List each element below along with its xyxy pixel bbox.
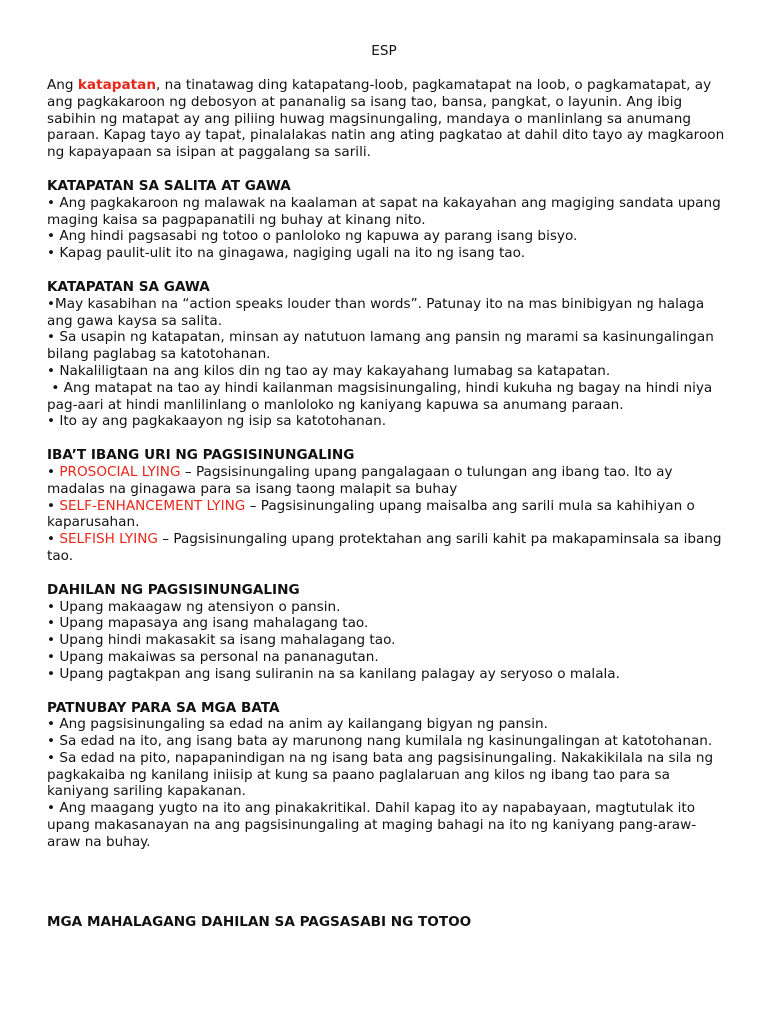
lying-description: – Pagsisinungaling upang pangalagaan o tulungan ang ibang tao. Ito ay madalas na ginagawa para sa isang taong malapit sa buhay [47, 463, 673, 497]
lying-term: PROSOCIAL LYING [59, 463, 181, 480]
intro-paragraph [47, 77, 727, 161]
section-uri-ng-pagsisinungaling [47, 447, 727, 565]
list-item: • Ang maagang yugto na ito ang pinakakritikal. Dahil kapag ito ay napabayaan, magtutulak ito upang makasanayan na ang pagsisinungaling at maging bahagi na ito ng kaniyang pang-araw-araw na buhay. [47, 800, 697, 850]
list-item: • Ang matapat na tao ay hindi kailanman magsisinungaling, hindi kukuha ng bagay na hindi niya pag-aari at hindi manlilinlang o manloloko ng kaniyang kapuwa sa anumang paraan. [47, 379, 717, 413]
lying-description: – Pagsisinungaling upang protektahan ang sarili kahit pa makapaminsala sa ibang tao. [47, 531, 722, 564]
bullet: • [47, 497, 60, 514]
section-heading: KATAPATAN SA GAWA [47, 278, 210, 295]
list-item [47, 464, 727, 498]
section-patnubay [47, 700, 727, 851]
list-item [47, 498, 727, 532]
section-heading: IBA’T IBANG URI NG PAGSISINUNGALING [47, 447, 355, 464]
bullet: • [47, 531, 60, 548]
list-item: • Sa edad na ito, ang isang bata ay marunong nang kumilala ng kasinungalingan at katotohanan. [47, 733, 713, 750]
list-item: • Upang hindi makasakit sa isang mahalagang tao. [47, 632, 396, 649]
section-gawa [47, 279, 727, 430]
intro-rest: , na tinatawag ding katapatang-loob, pagkamatapat na loob, o pagkamatapat, ay ang pagkakaroon ng debosyon at pananalig sa isang tao, bansa, pangkat, o layunin. Ang ibig sabihin ng matapat ay ang piliing huwag magsinungaling, mandaya o manlinlang sa anumang paraan. Kapag tayo ay tapat, pinalalakas natin ang ating pagkatao at dahil dito tayo ay magkaroon ng kapayapaan sa isipan at paggalang sa sarili. [47, 77, 725, 161]
section-heading: DAHILAN NG PAGSISINUNGALING [47, 581, 300, 598]
page-title: ESP [371, 43, 397, 59]
document-body [47, 77, 727, 851]
list-item: • Ang pagkakaroon ng malawak na kaalaman at sapat na kakayahan ang magiging sandata upang maging kaisa sa pagpapanatili ng buhay at kinang nito. [47, 194, 721, 228]
list-item: • Nakaliligtaan na ang kilos din ng tao ay may kakayahang lumabag sa katapatan. [47, 362, 611, 379]
list-item: • Ang hindi pagsasabi ng totoo o panloloko ng kapuwa ay parang isang bisyo. [47, 228, 578, 245]
intro-keyword: katapatan [77, 77, 157, 93]
list-item: • Kapag paulit-ulit ito na ginagawa, nagiging ugali na ito ng isang tao. [47, 245, 526, 262]
list-item: • Ang pagsisinungaling sa edad na anim ay kailangang bigyan ng pansin. [47, 716, 548, 733]
section-heading: PATNUBAY PARA SA MGA BATA [47, 699, 280, 716]
list-item: • Upang makaiwas sa personal na pananagutan. [47, 648, 379, 665]
list-item: • Upang pagtakpan ang isang suliranin na sa kanilang palagay ay seryoso o malala. [47, 665, 620, 682]
list-item: • Upang mapasaya ang isang mahalagang tao. [47, 615, 369, 632]
lying-term: SELFISH LYING [59, 531, 158, 548]
list-item: • Sa edad na pito, napapanindigan na ng isang bata ang pagsisinungaling. Nakakikilala na sila ng pagkakaiba ng kanilang iniisip at kung sa paano paglalaruan ang kilos ng ibang tao para sa kaniyang sariling kapakanan. [47, 749, 714, 800]
list-item: • Sa usapin ng katapatan, minsan ay natutuon lamang ang pansin ng marami sa kasinungalingan bilang paglabag sa katotohanan. [47, 329, 714, 363]
section-dahilan [47, 582, 727, 683]
bullet: • [47, 463, 60, 480]
list-item: •May kasabihan na “action speaks louder than words”. Patunay ito na mas binibigyan ng halaga ang gawa kaysa sa salita. [47, 295, 705, 329]
list-item: • Upang makaagaw ng atensiyon o pansin. [47, 598, 341, 615]
lying-term: SELF-ENHANCEMENT LYING [59, 497, 246, 514]
section-salita-gawa [47, 178, 727, 262]
section-heading: KATAPATAN SA SALITA AT GAWA [47, 177, 291, 194]
final-heading: MGA MAHALAGANG DAHILAN SA PAGSASABI NG TOTOO [47, 914, 472, 930]
list-item: • Ito ay ang pagkakaayon ng isip sa katotohanan. [47, 413, 387, 430]
intro-prefix: Ang [47, 77, 78, 93]
lying-description: – Pagsisinungaling upang maisalba ang sarili mula sa kahihiyan o kaparusahan. [47, 497, 695, 531]
list-item [47, 531, 727, 565]
